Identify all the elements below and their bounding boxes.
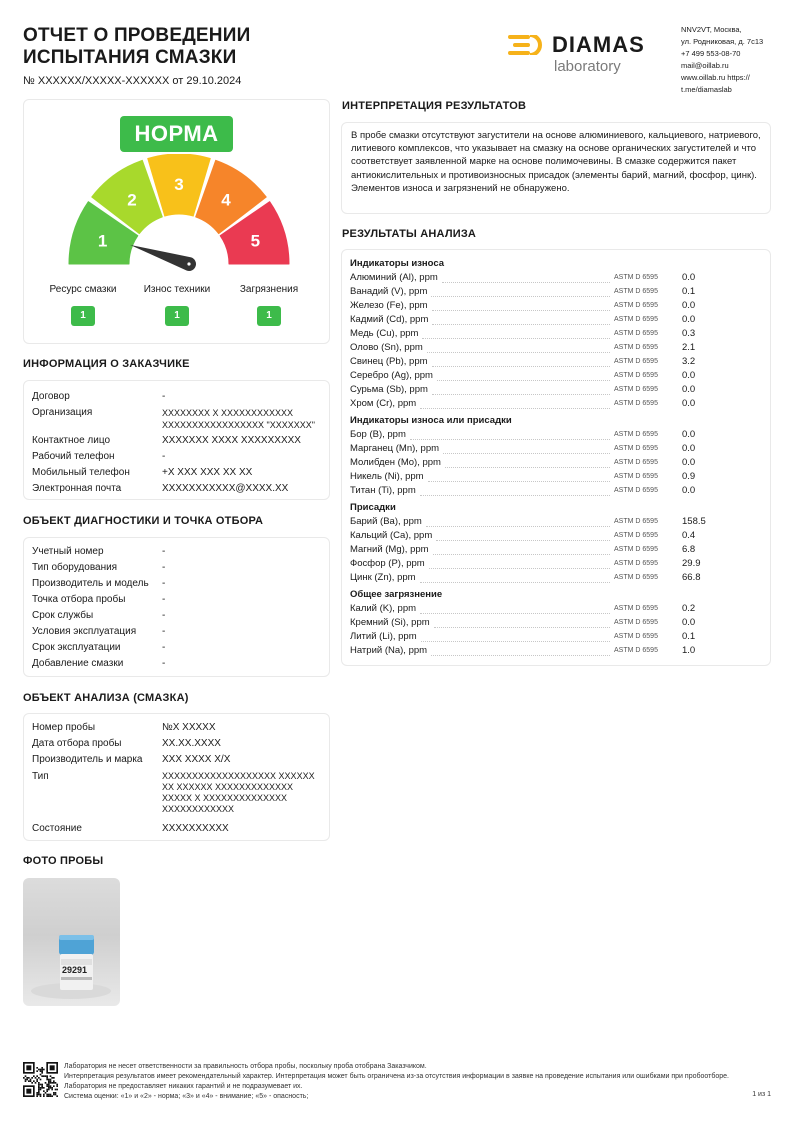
kv-row: Тип XXXXXXXXXXXXXXXXXXX XXXXXX XX XXXXXX XXXXXXXXXXXXX XXXXX X XXXXXXXXXXXXXX XXXXXXXXXXXX (32, 771, 315, 814)
indicator-equipment-wear-badge: 1 (165, 306, 189, 326)
result-method: ASTM D 6595 (614, 605, 658, 612)
result-value: 0.4 (682, 530, 696, 541)
result-row (350, 456, 764, 470)
dotted-leader (420, 487, 610, 496)
result-method: ASTM D 6595 (614, 445, 658, 452)
result-value: 0.0 (682, 370, 696, 381)
customer-info-list (32, 389, 321, 497)
indicator-equipment-wear-label: Износ техники (143, 284, 211, 295)
kv-row: Номер пробы №X XXXXX (32, 722, 216, 733)
dotted-leader (442, 274, 610, 283)
logo-brand: DIAMAS (552, 32, 645, 57)
gauge-segment-label: 3 (174, 175, 184, 194)
dotted-leader (428, 473, 610, 482)
result-element: Медь (Cu), ppm (350, 327, 614, 341)
result-value: 0.0 (682, 617, 696, 628)
result-method: ASTM D 6595 (614, 400, 658, 407)
result-method: ASTM D 6595 (614, 574, 658, 581)
gauge-segment-label: 4 (221, 190, 231, 210)
analysis-object-list (32, 720, 321, 837)
result-row (350, 355, 764, 369)
result-element: Алюминий (Al), ppm (350, 271, 614, 285)
dotted-leader (420, 574, 610, 583)
result-row (350, 327, 764, 341)
result-value: 0.1 (682, 631, 696, 642)
dotted-leader (410, 431, 610, 440)
result-row (350, 602, 764, 616)
result-element: Сурьма (Sb), ppm (350, 383, 614, 397)
kv-row: Производитель и марка XXX XXXX X/X (32, 754, 231, 765)
result-row (350, 428, 764, 442)
result-method: ASTM D 6595 (614, 619, 658, 626)
dotted-leader (420, 400, 610, 409)
result-element: Железо (Fe), ppm (350, 299, 614, 313)
customer-info-card (23, 380, 330, 500)
interpretation-heading: ИНТЕРПРЕТАЦИЯ РЕЗУЛЬТАТОВ (342, 100, 527, 112)
result-value: 0.0 (682, 398, 696, 409)
result-method: ASTM D 6595 (614, 358, 658, 365)
result-row (350, 557, 764, 571)
result-row (350, 484, 764, 498)
analysis-object-card (23, 713, 330, 841)
result-row (350, 299, 764, 313)
result-row (350, 616, 764, 630)
result-method: ASTM D 6595 (614, 487, 658, 494)
logo-subtitle: laboratory (554, 58, 621, 75)
result-row (350, 341, 764, 355)
diagnostic-object-card (23, 537, 330, 677)
indicator-contamination-badge: 1 (257, 306, 281, 326)
result-value: 1.0 (682, 645, 696, 656)
result-element: Кадмий (Cd), ppm (350, 313, 614, 327)
result-value: 29.9 (682, 558, 701, 569)
result-element: Калий (K), ppm (350, 602, 614, 616)
result-method: ASTM D 6595 (614, 302, 658, 309)
diagnostic-object-heading: ОБЪЕКТ ДИАГНОСТИКИ И ТОЧКА ОТБОРА (23, 515, 264, 527)
indicator-lubricant-resource-label: Ресурс смазки (49, 284, 117, 295)
result-value: 66.8 (682, 572, 701, 583)
page-number: 1 из 1 (752, 1091, 771, 1098)
result-method: ASTM D 6595 (614, 647, 658, 654)
results-group-title: Индикаторы износа (350, 258, 445, 269)
diamas-logo-icon (508, 35, 544, 55)
result-row (350, 644, 764, 658)
result-value: 0.0 (682, 384, 696, 395)
results-group-title: Присадки (350, 502, 396, 513)
result-element: Титан (Ti), ppm (350, 484, 614, 498)
result-element: Цинк (Zn), ppm (350, 571, 614, 585)
result-value: 0.2 (682, 603, 696, 614)
dotted-leader (427, 344, 610, 353)
dotted-leader (445, 459, 610, 468)
document-number: № XXXXXX/XXXXX-XXXXXX от 29.10.2024 (23, 75, 242, 87)
kv-row: Контактное лицо XXXXXXX XXXX XXXXXXXXX (32, 435, 301, 446)
report-title: ОТЧЕТ О ПРОВЕДЕНИИ ИСПЫТАНИЯ СМАЗКИ (23, 25, 251, 68)
dotted-leader (432, 302, 610, 311)
analysis-object-heading: ОБЪЕКТ АНАЛИЗА (СМАЗКА) (23, 692, 189, 704)
result-method: ASTM D 6595 (614, 473, 658, 480)
dotted-leader (431, 647, 610, 656)
result-value: 2.1 (682, 342, 696, 353)
result-value: 0.9 (682, 471, 696, 482)
result-element: Марганец (Mn), ppm (350, 442, 614, 456)
kv-row: Срок службы - (32, 610, 166, 621)
result-method: ASTM D 6595 (614, 288, 658, 295)
kv-row: Срок эксплуатации - (32, 642, 166, 653)
result-value: 6.8 (682, 544, 696, 555)
kv-row: Состояние XXXXXXXXXX (32, 823, 229, 834)
result-row (350, 271, 764, 285)
result-value: 0.0 (682, 429, 696, 440)
result-row (350, 515, 764, 529)
results-heading: РЕЗУЛЬТАТЫ АНАЛИЗА (342, 228, 477, 240)
dotted-leader (431, 288, 610, 297)
gauge-segment-label: 1 (97, 231, 108, 251)
dotted-leader (432, 386, 610, 395)
gauge-needle-hub (187, 262, 190, 265)
result-value: 0.0 (682, 443, 696, 454)
result-element: Кальций (Ca), ppm (350, 529, 614, 543)
dotted-leader (432, 316, 610, 325)
result-value: 0.0 (682, 272, 696, 283)
result-row (350, 442, 764, 456)
dotted-leader (420, 605, 610, 614)
result-row (350, 571, 764, 585)
result-value: 0.0 (682, 485, 696, 496)
result-method: ASTM D 6595 (614, 316, 658, 323)
sample-jar-label: 29291 (62, 965, 88, 975)
result-element: Натрий (Na), ppm (350, 644, 614, 658)
kv-row: Рабочий телефон - (32, 451, 166, 462)
results-group-title: Общее загрязнение (350, 589, 443, 600)
result-element: Олово (Sn), ppm (350, 341, 614, 355)
results-card (341, 249, 771, 666)
result-element: Магний (Mg), ppm (350, 543, 614, 557)
diamas-logo (508, 32, 673, 80)
lab-contacts: NNV2VT, Москва, ул. Родниковая, д. 7с13 +7 499 553-08-70 mail@oillab.ru www.oillab.ru https:// t.me/diamaslab (681, 25, 764, 94)
result-method: ASTM D 6595 (614, 431, 658, 438)
condition-gauge-card (23, 99, 330, 344)
result-element: Ванадий (V), ppm (350, 285, 614, 299)
dotted-leader (432, 358, 610, 367)
result-row (350, 369, 764, 383)
kv-row: Условия эксплуатация - (32, 626, 166, 637)
result-element: Никель (Ni), ppm (350, 470, 614, 484)
sample-jar-image (23, 878, 120, 1006)
result-method: ASTM D 6595 (614, 274, 658, 281)
result-method: ASTM D 6595 (614, 344, 658, 351)
result-row (350, 470, 764, 484)
qr-code[interactable] (23, 1062, 58, 1097)
kv-row: Тип оборудования - (32, 562, 166, 573)
kv-row: Дата отбора пробы XX.XX.XXXX (32, 738, 221, 749)
sample-photo (23, 878, 120, 1006)
indicator-contamination-label: Загрязнения (239, 284, 299, 295)
dotted-leader (422, 330, 610, 339)
interpretation-text: В пробе смазки отсутствуют загустители на основе алюминиевого, кальциевого, натриевого, литиевого комплексов, что указывает на смазку на основе органических загустителей и что соответствует заявленной марке на основе полимочевины. В смазке содержится пакет антиокислительных и противоизносных присадок (элементы барий, магний, фосфор, цинк). Элементов износа и загрязнений не обнаружено. (351, 130, 761, 194)
kv-row: Точка отбора пробы - (32, 594, 166, 605)
result-row (350, 529, 764, 543)
result-row (350, 543, 764, 557)
dotted-leader (436, 532, 610, 541)
kv-row: Организация XXXXXXXX X XXXXXXXXXXXX XXXXXXXXXXXXXXXXX "XXXXXXX" (32, 407, 315, 430)
gauge-segment-label: 5 (250, 231, 261, 251)
result-value: 0.0 (682, 300, 696, 311)
result-value: 3.2 (682, 356, 696, 367)
result-element: Молибден (Mo), ppm (350, 456, 614, 470)
result-method: ASTM D 6595 (614, 330, 658, 337)
kv-row: Производитель и модель - (32, 578, 166, 589)
dotted-leader (426, 518, 610, 527)
result-value: 0.0 (682, 314, 696, 325)
result-row (350, 630, 764, 644)
result-value: 0.3 (682, 328, 696, 339)
dotted-leader (421, 633, 610, 642)
result-method: ASTM D 6595 (614, 372, 658, 379)
kv-row: Договор - (32, 391, 166, 402)
result-method: ASTM D 6595 (614, 633, 658, 640)
kv-row: Мобильный телефон +X XXX XXX XX XX (32, 467, 253, 478)
interpretation-card (341, 122, 771, 214)
result-row (350, 397, 764, 411)
kv-row: Электронная почта XXXXXXXXXXX@XXXX.XX (32, 483, 289, 494)
indicator-lubricant-resource-badge: 1 (71, 306, 95, 326)
result-value: 158.5 (682, 516, 706, 527)
result-element: Бор (B), ppm (350, 428, 614, 442)
result-method: ASTM D 6595 (614, 546, 658, 553)
result-method: ASTM D 6595 (614, 532, 658, 539)
result-row (350, 313, 764, 327)
result-method: ASTM D 6595 (614, 386, 658, 393)
kv-row: Добавление смазки - (32, 658, 166, 669)
result-element: Хром (Cr), ppm (350, 397, 614, 411)
result-value: 0.1 (682, 286, 696, 297)
result-value: 0.0 (682, 457, 696, 468)
condition-gauge (64, 154, 294, 274)
result-method: ASTM D 6595 (614, 560, 658, 567)
result-element: Свинец (Pb), ppm (350, 355, 614, 369)
result-element: Кремний (Si), ppm (350, 616, 614, 630)
status-badge: НОРМА (120, 116, 233, 152)
dotted-leader (443, 445, 610, 454)
gauge-needle (130, 245, 196, 271)
result-row (350, 285, 764, 299)
dotted-leader (429, 560, 610, 569)
dotted-leader (434, 619, 610, 628)
gauge-segment-label: 2 (127, 190, 137, 210)
results-group-title: Индикаторы износа или присадки (350, 415, 512, 426)
result-method: ASTM D 6595 (614, 459, 658, 466)
customer-info-heading: ИНФОРМАЦИЯ О ЗАКАЗЧИКЕ (23, 358, 190, 370)
sample-photo-heading: ФОТО ПРОБЫ (23, 855, 104, 867)
footer-disclaimer: Лаборатория не несет ответственности за правильность отбора пробы, поскольку проба отобрана Заказчиком. Интерпретация результатов имеет рекомендательный характер. Интерпретация может быть ограничена из-за отсутствия информации в заявке на проведение испытания или ошибками при пробоотборе. Лаборатория не предоставляет никаких гарантий и не подразумевает их. Система оценки: «1» и «2» - норма; «3» и «4» - внимание; «5» - опасность; (64, 1063, 729, 1100)
diagnostic-object-list (32, 544, 321, 672)
result-row (350, 383, 764, 397)
results-list (350, 254, 764, 658)
result-element: Барий (Ba), ppm (350, 515, 614, 529)
result-element: Серебро (Ag), ppm (350, 369, 614, 383)
result-element: Литий (Li), ppm (350, 630, 614, 644)
result-method: ASTM D 6595 (614, 518, 658, 525)
result-element: Фосфор (P), ppm (350, 557, 614, 571)
dotted-leader (437, 372, 610, 381)
dotted-leader (433, 546, 610, 555)
kv-row: Учетный номер - (32, 546, 166, 557)
